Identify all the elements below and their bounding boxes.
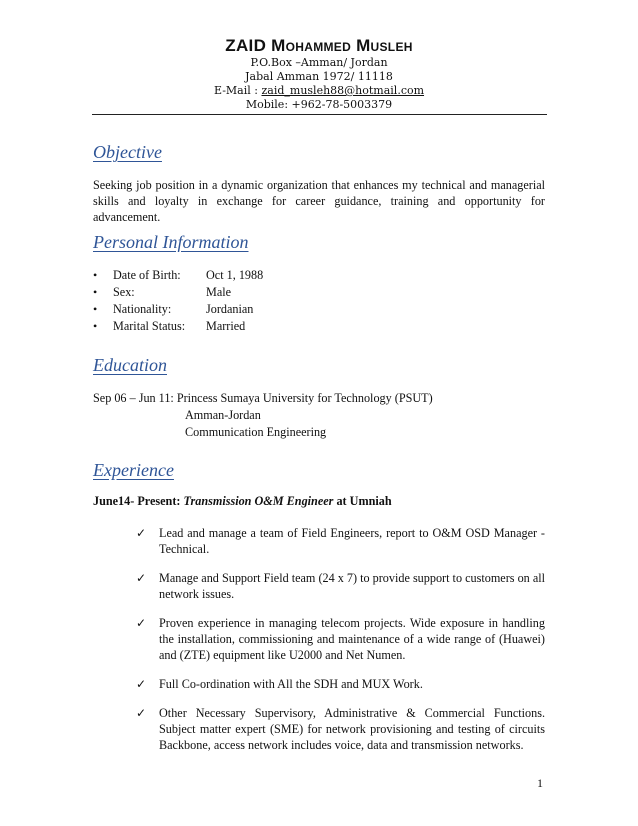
job-company: at Umniah [333, 494, 392, 508]
info-label: Sex: [113, 285, 135, 299]
list-item [93, 284, 263, 301]
education-entry [93, 390, 433, 441]
email-label: E-Mail : [213, 84, 262, 97]
personal-info-heading: Personal Information [93, 232, 249, 252]
experience-list [136, 525, 545, 766]
experience-text: Other Necessary Supervisory, Administrative & Commercial Functions. Subject matter expert (SME) for network provisioning and testing of circuits Backbone, access network includes voice, data and transmission networks. [159, 706, 545, 752]
checkmark-icon: ✓ [136, 526, 147, 540]
experience-heading: Experience [93, 460, 174, 480]
info-label: Nationality: [113, 302, 172, 316]
job-header [93, 493, 392, 509]
bullet-icon: • [93, 319, 98, 333]
info-label: Date of Birth: [113, 268, 181, 282]
email-line [0, 84, 638, 98]
education-dates-school: Sep 06 – Jun 11: Princess Sumaya University for Technology (PSUT) [93, 391, 433, 405]
info-value: Male [206, 285, 232, 299]
experience-text: Full Co-ordination with All the SDH and MUX Work. [159, 677, 423, 691]
address-line-2: Jabal Amman 1972/ 11118 [245, 70, 393, 83]
checkmark-icon: ✓ [136, 706, 147, 720]
list-item [136, 570, 545, 602]
experience-text: Lead and manage a team of Field Engineers, report to O&M OSD Manager - Technical. [159, 526, 545, 556]
education-major: Communication Engineering [185, 425, 327, 439]
info-label: Marital Status: [113, 319, 186, 333]
checkmark-icon: ✓ [136, 677, 147, 691]
list-item [136, 525, 545, 557]
list-item [136, 705, 545, 753]
mobile-line: Mobile: +962-78-5003379 [245, 98, 393, 111]
list-item [93, 301, 263, 318]
list-item [93, 267, 263, 284]
candidate-name: ZAID Mohammed Musleh [225, 36, 413, 55]
page-number: 1 [537, 776, 543, 790]
education-heading: Education [93, 355, 167, 375]
objective-text: Seeking job position in a dynamic organization that enhances my technical and managerial skills and loyalty in exchange for career guidance, training and opportunity for advancement. [93, 178, 545, 224]
job-title: Transmission O&M Engineer [183, 494, 334, 508]
info-value: Married [206, 319, 246, 333]
list-item [93, 318, 263, 335]
experience-text: Manage and Support Field team (24 x 7) to provide support to customers on all network issues. [159, 571, 545, 601]
checkmark-icon: ✓ [136, 571, 147, 585]
checkmark-icon: ✓ [136, 616, 147, 630]
objective-heading: Objective [93, 142, 162, 162]
bullet-icon: • [93, 268, 98, 282]
experience-text: Proven experience in managing telecom projects. Wide exposure in handling the installation, commissioning and maintenance of a wide range of (Huawei) and (ZTE) equipment like U2000 and Net Numen. [159, 616, 545, 662]
address-line-1: P.O.Box –Amman/ Jordan [250, 56, 388, 69]
education-location: Amman-Jordan [185, 408, 261, 422]
list-item [136, 615, 545, 663]
bullet-icon: • [93, 302, 98, 316]
bullet-icon: • [93, 285, 98, 299]
job-period: June14- Present: [93, 494, 184, 508]
resume-header [0, 36, 638, 112]
info-value: Oct 1, 1988 [206, 268, 264, 282]
email-link[interactable]: zaid_musleh88@hotmail.com [261, 84, 425, 97]
info-value: Jordanian [206, 302, 254, 316]
header-divider [92, 114, 547, 115]
personal-info-list [93, 267, 263, 335]
list-item [136, 676, 545, 692]
